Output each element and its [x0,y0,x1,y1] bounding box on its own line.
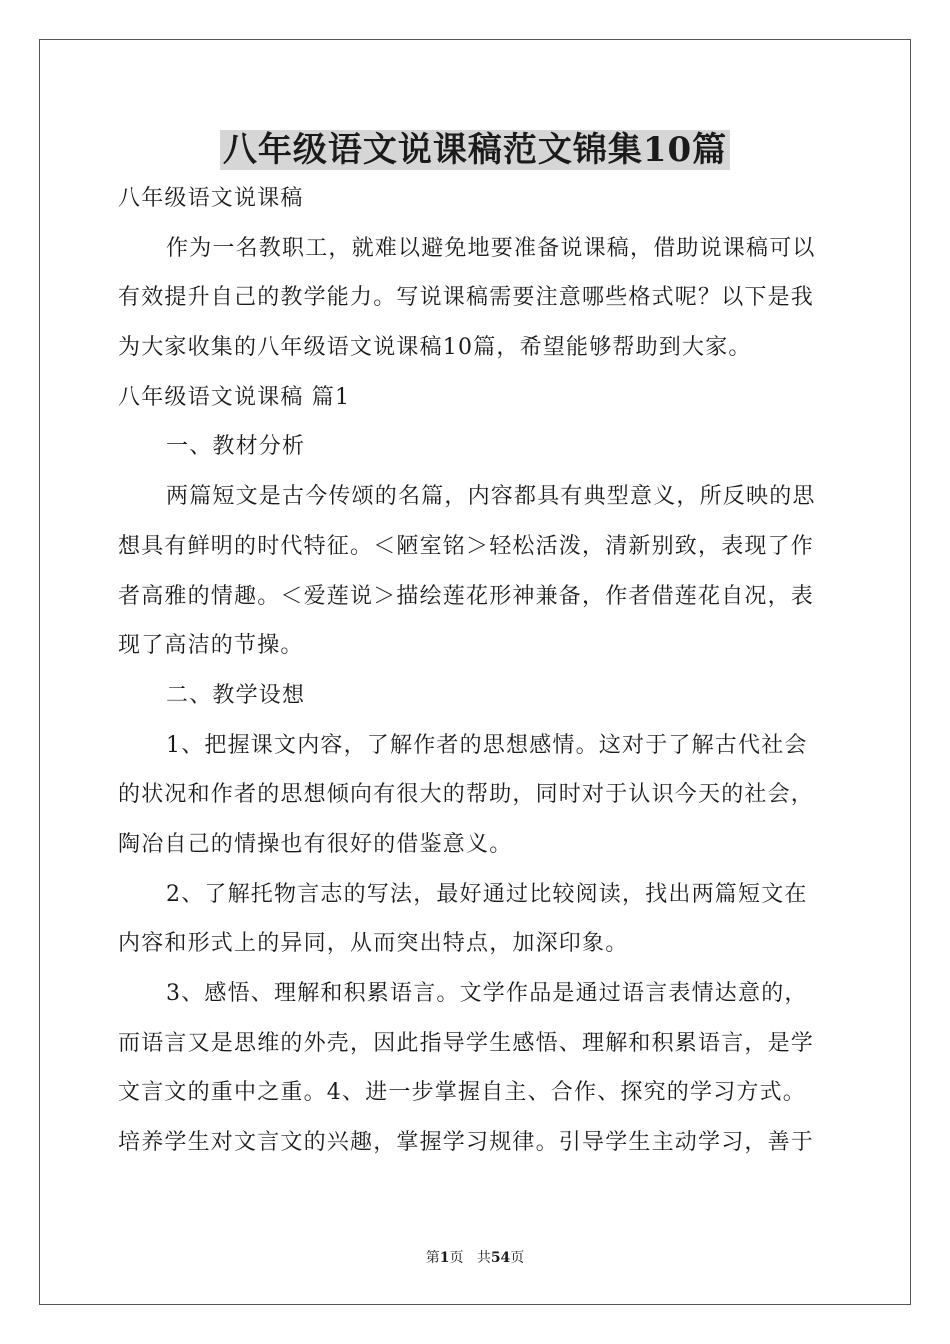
text-line: 而语言又是思维的外壳，因此指导学生感悟、理解和积累语言，是学 [118,1030,815,1056]
text-line: 文言文的重中之重。4、进一步掌握自主、合作、探究的学习方式。 [118,1080,806,1106]
document-body [118,174,833,1168]
page-prefix: 第 [425,1250,440,1266]
text-line: 八年级语文说课稿 [118,186,304,211]
page-footer [0,1248,950,1268]
text-line: 内容和形式上的异同，从而突出特点，加深印象。 [118,931,629,957]
text-line: 作为一名教职工，就难以避免地要准备说课稿，借助说课稿可以 [166,235,816,261]
text-line: 现了高洁的节操。 [118,633,304,659]
text-line: 有效提升自己的教学能力。写说课稿需要注意哪些格式呢？以下是我 [118,285,815,311]
subsection-heading: 二、教学设想 [166,682,306,708]
section-heading: 八年级语文说课稿 篇1 [118,384,351,410]
text-line: 两篇短文是古今传颂的名篇，内容都具有典型意义，所反映的思 [166,484,816,510]
total-suffix: 页 [510,1250,525,1266]
document-title [0,124,950,176]
text-line: 培养学生对文言文的兴趣，掌握学习规律。引导学生主动学习，善于 [118,1130,815,1156]
page-suffix: 页 [449,1250,464,1266]
page-number: 1 [439,1250,450,1266]
subsection-heading: 一、教材分析 [166,434,306,460]
text-line: 的状况和作者的思想倾向有很大的帮助，同时对于认识今天的社会， [118,782,815,808]
text-line: 1、把握课文内容，了解作者的思想感情。这对于了解古代社会 [166,732,808,758]
document-title-text: 八年级语文说课稿范文锦集10篇 [220,130,730,170]
total-prefix: 共 [476,1250,491,1266]
text-line: 想具有鲜明的时代特征。＜陋室铭＞轻松活泼，清新别致，表现了作 [118,533,815,559]
total-pages: 54 [490,1250,511,1266]
text-line: 3、感悟、理解和积累语言。文学作品是通过语言表情达意的， [166,981,808,1006]
text-line: 2、了解托物言志的写法，最好通过比较阅读，找出两篇短文在 [166,881,808,907]
text-line: 者高雅的情趣。＜爱莲说＞描绘莲花形神兼备，作者借莲花自况，表 [118,583,815,609]
text-line: 陶冶自己的情操也有很好的借鉴意义。 [118,831,513,857]
text-line: 为大家收集的八年级语文说课稿10篇，希望能够帮助到大家。 [118,335,752,361]
